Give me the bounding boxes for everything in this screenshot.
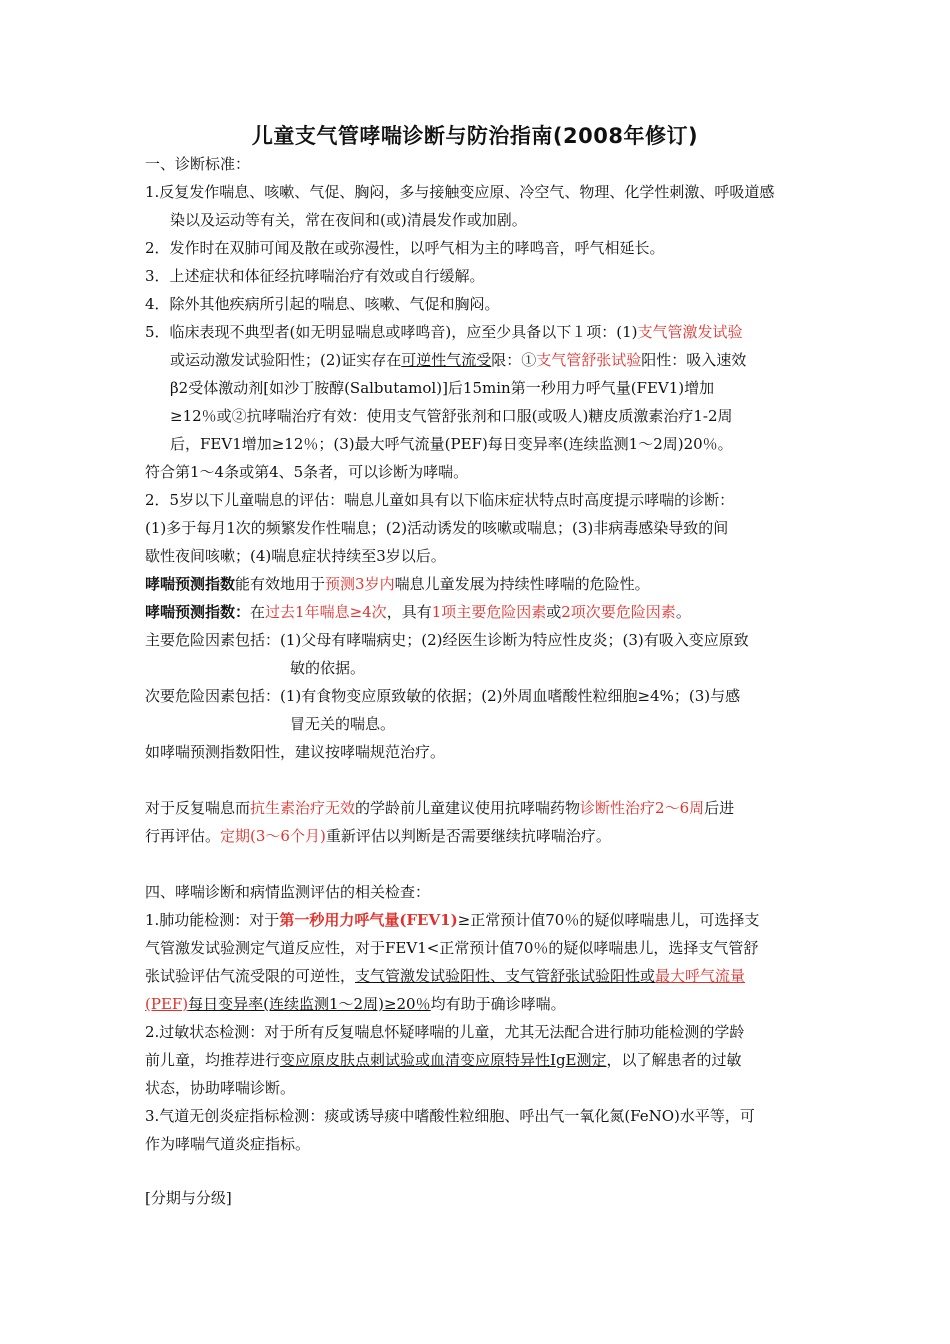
highlight-text: 第一秒用力呼气量(FEV1) bbox=[279, 911, 458, 929]
allergy-test-line2 bbox=[145, 1050, 742, 1070]
underlined-text: 可逆性气流受 bbox=[401, 351, 492, 369]
text-run: 行再评估。 bbox=[145, 827, 221, 845]
text-run: 在 bbox=[250, 603, 266, 621]
text-run: 5．临床表现不典型者(如无明显喘息或哮鸣音)，应至少具备以下１项：(1) bbox=[145, 323, 638, 341]
page-title: 儿童支气管哮喘诊断与防治指南(2008年修订) bbox=[251, 124, 699, 148]
bold-text: 哮喘预测指数： bbox=[145, 603, 251, 621]
highlight-text: 1项主要危险因素 bbox=[431, 603, 547, 621]
criterion-2: 2．发作时在双肺可闻及散在或弥漫性，以呼气相为主的哮鸣音，呼气相延长。 bbox=[145, 239, 665, 257]
criterion-5-line4: ≥12％或②抗哮喘治疗有效：使用支气管舒张剂和口服(或吸人)糖皮质激素治疗1-2周 bbox=[170, 407, 733, 425]
criterion-1-line2: 染以及运动等有关，常在夜间和(或)清晨发作或加剧。 bbox=[170, 211, 527, 229]
major-risk-factors-line1: 主要危险因素包括：(1)父母有哮喘病史；(2)经医生诊断为特应性皮炎；(3)有吸入变应原致 bbox=[145, 631, 749, 649]
criterion-1-line1: 1.反复发作喘息、咳嗽、气促、胸闷，多与接触变应原、冷空气、物理、化学性刺激、呼吸道感 bbox=[145, 183, 775, 201]
api-description bbox=[145, 574, 650, 594]
underlined-text: 支气管激发试验阳性、支气管舒张试验阳性或 bbox=[355, 967, 656, 985]
preschool-treatment-line2 bbox=[145, 826, 611, 846]
airway-inflammation-line1: 3.气道无创炎症指标检测：痰或诱导痰中嗜酸性粒细胞、呼出气一氧化氮(FeNO)水平等，可 bbox=[145, 1107, 755, 1125]
text-run: 。 bbox=[675, 603, 691, 621]
under5-assessment: 2．5岁以下儿童喘息的评估：喘息儿童如具有以下临床症状特点时高度提示哮喘的诊断： bbox=[145, 491, 735, 509]
lung-function-line3 bbox=[145, 966, 745, 986]
lung-function-line4 bbox=[145, 994, 566, 1014]
text-run: 均有助于确诊哮喘。 bbox=[430, 995, 566, 1013]
minor-risk-factors-line2: 冒无关的喘息。 bbox=[290, 715, 396, 733]
text-run: ≥正常预计值70％的疑似哮喘患儿，可选择支 bbox=[457, 911, 760, 929]
highlight-text: 诊断性治疗2～6周 bbox=[580, 799, 705, 817]
text-run: 或 bbox=[546, 603, 562, 621]
highlight-text: (PEF) bbox=[145, 995, 189, 1013]
text-run: 张试验评估气流受限的可逆性， bbox=[145, 967, 356, 985]
allergy-test-line1: 2.过敏状态检测：对于所有反复喘息怀疑哮喘的儿童，尤其无法配合进行肺功能检测的学龄 bbox=[145, 1023, 745, 1041]
diagnosis-conclusion: 符合第1～4条或第4、5条者，可以诊断为哮喘。 bbox=[145, 463, 469, 481]
text-run: 或运动激发试验阳性；(2)证实存在 bbox=[170, 351, 402, 369]
major-risk-factors-line2: 敏的依据。 bbox=[290, 659, 366, 677]
highlight-text: 预测3岁内 bbox=[325, 575, 395, 593]
text-run: 限：① bbox=[491, 351, 537, 369]
text-run: 重新评估以判断是否需要继续抗哮喘治疗。 bbox=[325, 827, 611, 845]
highlight-text: 2项次要危险因素 bbox=[561, 603, 676, 621]
highlight-text: 定期(3～6个月) bbox=[220, 827, 326, 845]
section-heading-tests: 四、哮喘诊断和病情监测评估的相关检查： bbox=[145, 883, 431, 901]
criterion-5-line1 bbox=[145, 322, 743, 342]
text-run: ，以了解患者的过敏 bbox=[606, 1051, 742, 1069]
text-run: 后进 bbox=[704, 799, 735, 817]
text-run: 对于反复喘息而 bbox=[145, 799, 251, 817]
airway-inflammation-line2: 作为哮喘气道炎症指标。 bbox=[145, 1135, 311, 1153]
text-run: 喘息儿童发展为持续性哮喘的危险性。 bbox=[394, 575, 650, 593]
under5-features-line2: 歇性夜间咳嗽；(4)喘息症状持续至3岁以后。 bbox=[145, 547, 446, 565]
highlight-text: 抗生素治疗无效 bbox=[250, 799, 356, 817]
text-run: ，具有 bbox=[386, 603, 432, 621]
criterion-5-line3: β2受体激动剂[如沙丁胺醇(Salbutamol)]后15min第一秒用力呼气量(FEV1)增加 bbox=[170, 379, 715, 397]
highlight-text: 支气管舒张试验 bbox=[536, 351, 642, 369]
text-run: 前儿童，均推荐进行 bbox=[145, 1051, 281, 1069]
criterion-4: 4．除外其他疾病所引起的喘息、咳嗽、气促和胸闷。 bbox=[145, 295, 500, 313]
text-run: 能有效地用于 bbox=[235, 575, 326, 593]
highlight-text: 最大呼气流量 bbox=[655, 967, 746, 985]
highlight-text: 支气管激发试验 bbox=[637, 323, 743, 341]
under5-features-line1: (1)多于每月1次的频繁发作性喘息；(2)活动诱发的咳嗽或喘息；(3)非病毒感染导致的间 bbox=[145, 519, 729, 537]
criterion-3: 3．上述症状和体征经抗哮喘治疗有效或自行缓解。 bbox=[145, 267, 485, 285]
criterion-5-line2 bbox=[170, 350, 746, 370]
text-run: 1.肺功能检测：对于 bbox=[145, 911, 280, 929]
text-run: 阳性：吸入速效 bbox=[641, 351, 747, 369]
allergy-test-line3: 状态，协助哮喘诊断。 bbox=[145, 1079, 296, 1097]
lung-function-line2: 气管激发试验测定气道反应性，对于FEV1<正常预计值70％的疑似哮喘患儿，选择支气管舒 bbox=[145, 939, 759, 957]
underlined-text: 每日变异率(连续监测1～2周)≥20％ bbox=[188, 995, 431, 1013]
preschool-treatment-line1 bbox=[145, 798, 734, 818]
api-recommendation: 如哮喘预测指数阳性，建议按哮喘规范治疗。 bbox=[145, 743, 446, 761]
underlined-text: 变应原皮肤点刺试验或血清变应原特异性IgE测定 bbox=[280, 1051, 607, 1069]
staging-heading: [分期与分级] bbox=[145, 1189, 232, 1207]
criterion-5-line5: 后，FEV1增加≥12％；(3)最大呼气流量(PEF)每日变异率(连续监测1～2周)20％。 bbox=[170, 435, 733, 453]
minor-risk-factors-line1: 次要危险因素包括：(1)有食物变应原致敏的依据；(2)外周血嗜酸性粒细胞≥4%；(3)与感 bbox=[145, 687, 741, 705]
section-heading-diagnosis: 一、诊断标准： bbox=[145, 155, 251, 173]
lung-function-line1 bbox=[145, 910, 759, 930]
bold-text: 哮喘预测指数 bbox=[145, 575, 236, 593]
text-run: 的学龄前儿童建议使用抗哮喘药物 bbox=[355, 799, 581, 817]
api-definition bbox=[145, 602, 691, 622]
highlight-text: 过去1年喘息≥4次 bbox=[265, 603, 387, 621]
